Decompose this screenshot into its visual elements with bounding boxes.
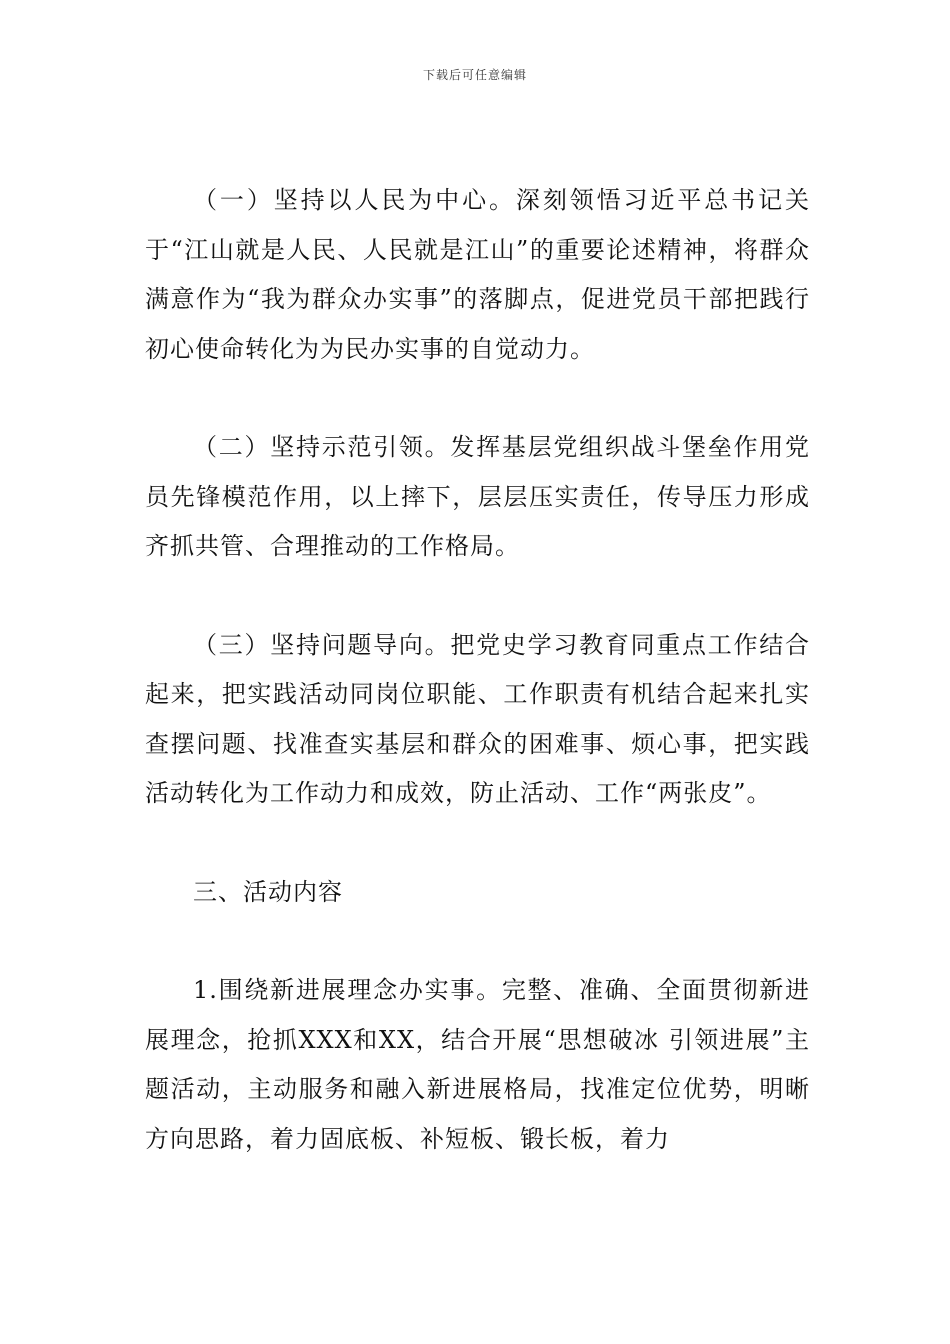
paragraph-principle-2: （二）坚持示范引领。发挥基层党组织战斗堡垒作用党员先锋模范作用，以上摔下，层层压实责任，传导压力形成齐抓共管、合理推动的工作格局。 <box>145 433 810 560</box>
page-header-note: 下载后可任意编辑 <box>422 68 527 82</box>
paragraph-principle-1: （一）坚持以人民为中心。深刻领悟习近平总书记关于“江山就是人民、人民就是江山”的重要论述精神，将群众满意作为“我为群众办实事”的落脚点，促进党员干部把践行初心使命转化为为民办实事的自觉动力。 <box>145 186 810 363</box>
paragraph-principle-3: （三）坚持问题导向。把党史学习教育同重点工作结合起来，把实践活动同岗位职能、工作职责有机结合起来扎实查摆问题、找准查实基层和群众的困难事、烦心事，把实践活动转化为工作动力和成效，防止活动、工作“两张皮”。 <box>145 630 810 807</box>
document-body <box>145 176 810 1164</box>
section-heading: 三、活动内容 <box>193 877 343 906</box>
paragraph-content-1: 1.围绕新进展理念办实事。完整、准确、全面贯彻新进展理念，抢抓XXX和XX，结合开展“思想破冰 引领进展”主题活动，主动服务和融入新进展格局，找准定位优势，明晰方向思路，着力固底板、补短板、锻长板，着力 <box>145 976 810 1153</box>
